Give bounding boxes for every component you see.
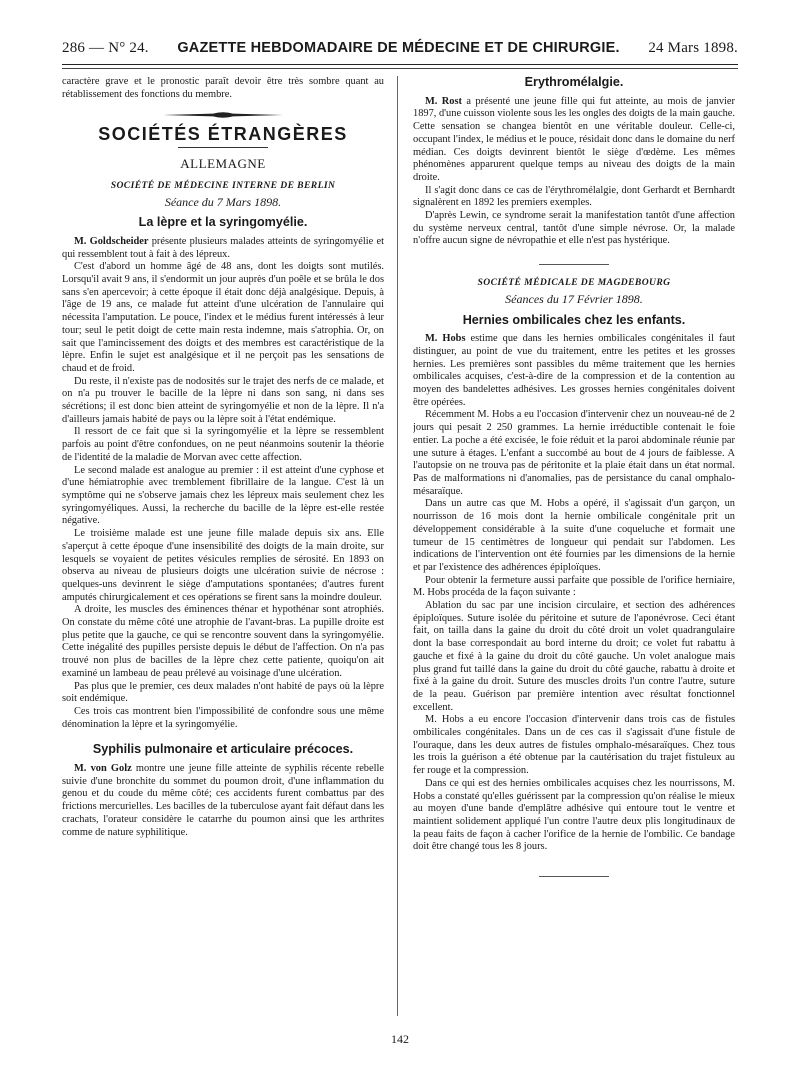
- article-paragraph: Il ressort de ce fait que si la syringomyélie et la lèpre se ressemblent parfois au point d'être confondues, on ne peut néanmoins soutenir la théorie de l'identité de la maladie de Morvan avec cette affection.: [62, 426, 384, 463]
- article-paragraph: Il s'agit donc dans ce cas de l'érythromélalgie, dont Gerhardt et Bernhardt signalèrent en 1892 les premiers exemples.: [413, 184, 735, 209]
- issue-date: 24 Mars 1898.: [648, 40, 738, 56]
- page-issue: 286 — N° 24.: [62, 40, 149, 56]
- journal-title: GAZETTE HEBDOMADAIRE DE MÉDECINE ET DE CHIRURGIE.: [177, 40, 620, 56]
- left-column: [62, 76, 384, 1021]
- article-paragraph: Pour obtenir la fermeture aussi parfaite que possible de l'orifice herniaire, M. Hobs procéda de la façon suivante :: [413, 574, 735, 599]
- ornament-divider: [62, 111, 384, 119]
- article-paragraph: M. Hobs a eu encore l'occasion d'intervenir dans trois cas de fistules ombilicales congénitales. Dans un de ces cas il s'agissait d'une fistule de l'ouraque, dans les deux autres de fistules omphalo-mésaraïques. Chez tous les trois la guérison a été obtenue par la cautérisation du trajet fistuleux au fer rouge et la compression.: [413, 714, 735, 777]
- header-rule-thin: [62, 68, 738, 69]
- article-paragraph: M. Hobs estime que dans les hernies ombilicales congénitales il faut distinguer, au point de vue du traitement, entre les petites et les grosses hernies. Les premières sont passibles du même traitement que les hernies ombilicales acquises, c'est-à-dire de la compression et de la contention au moyen des bandelettes adhésives. Les grosses hernies congénitales doivent être opérées.: [413, 333, 735, 408]
- section-rule: [178, 147, 268, 148]
- article-paragraph: Ces trois cas montrent bien l'impossibilité de confondre sous une même dénomination la lèpre et la syringomyélie.: [62, 705, 384, 730]
- article-paragraph: A droite, les muscles des éminences thénar et hypothénar sont atrophiés. On constate du même côté une atrophie de l'avant-bras. La pupille droite est plus petite que la gauche, ce qui se rencontre souvent dans la syringomyélie. Cette inégalité des pupilles persiste depuis le début de l'affection. On n'a pas trouvé non plus de bacilles de la lèpre chez cette patiente, quoiqu'on ait examiné un lambeau de peau prélevé au voisinage d'une ulcération.: [62, 604, 384, 679]
- article-title-syphilis: Syphilis pulmonaire et articulaire précoces.: [92, 742, 354, 757]
- article-paragraph: Ablation du sac par une incision circulaire, et section des adhérences épiploïques. Suture isolée du péritoine et suture de l'aponévrose. Ceci étant fait, on tailla dans la gaine du droit du côté droit un volet quadrangulaire dont la base correspondait au bord interne du droit; ce volet fut rabattu à gauche et fixé à la gaine du droit du côté gauche. Un volet analogue mais plus grand fut taillé dans la gaine du droit du côté gauche, rabattu à droite et fixé à la gaine du droit. Suture des muscles droits l'un contre l'autre, suture de la peau. Guérison par première intention avec résultat fonctionnel excellent.: [413, 600, 735, 713]
- speaker-name: M. Goldscheider: [74, 235, 149, 247]
- article-paragraph: M. von Golz montre une jeune fille atteinte de syphilis récente rebelle suivie d'une bronchite du sommet du poumon droit, d'une inflammation du genou et du coude du même côté; ces accidents furent combattus par des frictions mercurielles. Les bacilles de la tuberculose ayant fait défaut dans les crachats, l'orateur considère le catarrhe du poumon ainsi que les arthrites comme de nature syphilitique.: [62, 763, 384, 838]
- article-paragraph: Le second malade est analogue au premier : il est atteint d'une cyphose et d'une hémiatrophie avec tremblement fibrillaire de la langue. C'est là un symptôme qui ne s'observe jamais chez les lépreux mais seulement chez les syringomyéliques. Aussi, la recherche du bacille de la lèpre est-elle restée négative.: [62, 464, 384, 527]
- article-title-lepre: La lèpre et la syringomyélie.: [138, 215, 308, 230]
- article-paragraph: Dans ce qui est des hernies ombilicales acquises chez les nourrissons, M. Hobs a constaté qu'elles guérissent par la compression qu'on réalise le mieux au moyen d'une bande d'emplâtre adhésive qui entoure tout le ventre et maintient solidement appliqué l'un contre l'autre deux plis longitudinaux de la peau faits de façon à cacher l'orifice de la hernie de l'ombilic. Ce bandage doit être changé tous les 8 jours.: [413, 777, 735, 853]
- intro-text: caractère grave et le pronostic paraît devoir être très sombre quant au rétablissement des fonctions du membre.: [62, 76, 384, 100]
- speaker-name: M. von Golz: [74, 763, 132, 775]
- section-title: SOCIÉTÉS ÉTRANGÈRES: [98, 124, 348, 145]
- article-paragraph: M. Goldscheider présente plusieurs malades atteints de syringomyélie et qui ressemblent tout à fait à des lépreux.: [62, 235, 384, 260]
- article-title-hernies: Hernies ombilicales chez les enfants.: [462, 312, 686, 327]
- page-number: 142: [391, 1032, 409, 1046]
- seance-date: Séance du 7 Mars 1898.: [164, 194, 282, 209]
- running-header: [62, 40, 738, 62]
- seance-date: Séances du 17 Février 1898.: [505, 291, 643, 306]
- separator-rule: [539, 264, 609, 265]
- article-paragraph: Récemment M. Hobs a eu l'occasion d'intervenir chez un nouveau-né de 2 jours qui pesait 2 250 grammes. La hernie irréductible contenait le foie entier. La poche a été excisée, le foie réduit et la paroi abdominale réunie par une suture à étages. L'enfant a succombé au bout de 4 jours de faiblesse. A l'autopsie on ne trouva pas de péritonite et la plaie était dans un état normal. Pas de malformations ni d'anomalies, pas de persistance du canal omphalo-mésaraïque.: [413, 409, 735, 497]
- article-paragraph: Du reste, il n'existe pas de nodosités sur le trajet des nerfs de ce malade, et on n'a pu trouver le bacille de la lèpre ni dans son sang, ni dans ses sécrétions; il est donc bien atteint de syringomyélie et non de la lèpre. Il n'a d'ailleurs jamais habité de pays ou la lèpre soit à l'état endémique.: [62, 375, 384, 425]
- article-paragraph: C'est d'abord un homme âgé de 48 ans, dont les doigts sont mutilés. Lorsqu'il avait 9 ans, il s'endormit un jour auprès d'un poêle et se brûla le dos sans s'en apercevoir; à cette époque il était donc déjà analgésique. Depuis, à l'âge de 19 ans, ce malade fut atteint d'une ulcération de l'annulaire qui nécessita l'amputation. Le pouce, l'index et le médius furent intéressés à leur tour; seul le petit doigt de cette main resta indemne, mais s'atrophia. Or, on sait que l'amincissement des doigts et des membres est caractéristique de la lèpre. Enfin le sujet est analgésique et il ne perçoit pas les sensations de chaud et de froid.: [62, 261, 384, 374]
- article-title-erythromelalgie: Érythromélalgie.: [524, 76, 624, 89]
- end-rule: [539, 876, 609, 877]
- society-heading: SOCIÉTÉ DE MÉDECINE INTERNE DE BERLIN: [110, 179, 336, 191]
- header-rule: [62, 64, 738, 65]
- speaker-name: M. Hobs: [425, 333, 466, 345]
- country-heading: ALLEMAGNE: [180, 156, 266, 172]
- article-paragraph: Le troisième malade est une jeune fille malade depuis six ans. Elle s'aperçut à cette époque d'une insensibilité des doigts de la main droite, sur lesquels se voyaient de petites vésicules remplies de sérosité. En 1893 on observa au niveau de plusieurs doigts une ulcération suivie de nécrose : quelques-uns devinrent le siège d'amputations spontanées; d'autres furent amputés chirurgicalement et ces opérations se firent sans la moindre douleur.: [62, 528, 384, 603]
- right-column: [413, 76, 735, 1021]
- article-paragraph: D'après Lewin, ce syndrome serait la manifestation tantôt d'une affection du système nerveux central, tantôt d'une simple névrose. Or, la malade n'offre aucun signe de névropathie et elle n'est pas hystérique.: [413, 210, 735, 247]
- speaker-name: M. Rost: [425, 95, 463, 107]
- article-paragraph: Pas plus que le premier, ces deux malades n'ont habité de pays où la lèpre soit endémique.: [62, 680, 384, 705]
- article-paragraph: Dans un autre cas que M. Hobs a opéré, il s'agissait d'un garçon, un nourrisson de 16 mois dont la hernie ombilicale congénitale prit un développement considérable à la suite d'une coqueluche et formait une tumeur de 15 centimètres de longueur qui pendait sur l'abdomen. Les indications de l'intervention ont été fournies par les dimensions de la hernie et par l'existence des adhérences épiploïques.: [413, 498, 735, 573]
- column-divider: [397, 76, 398, 1016]
- society-heading: SOCIÉTÉ MÉDICALE DE MAGDEBOURG: [477, 277, 671, 289]
- article-paragraph: M. Rost a présenté une jeune fille qui fut atteinte, au mois de janvier 1897, d'une cuisson violente sous les les ongles des doigts de la main gauche. Cette sensation se changea bientôt en une véritable douleur. Celle-ci, occupant l'index, le médius et le pouce, résidait donc dans le domaine du nerf médian. Ces doigts devinrent bientôt le siège d'œdème. Les mêmes phénomènes apparurent quelque temps au niveau des doigts de la main droite.: [413, 95, 735, 183]
